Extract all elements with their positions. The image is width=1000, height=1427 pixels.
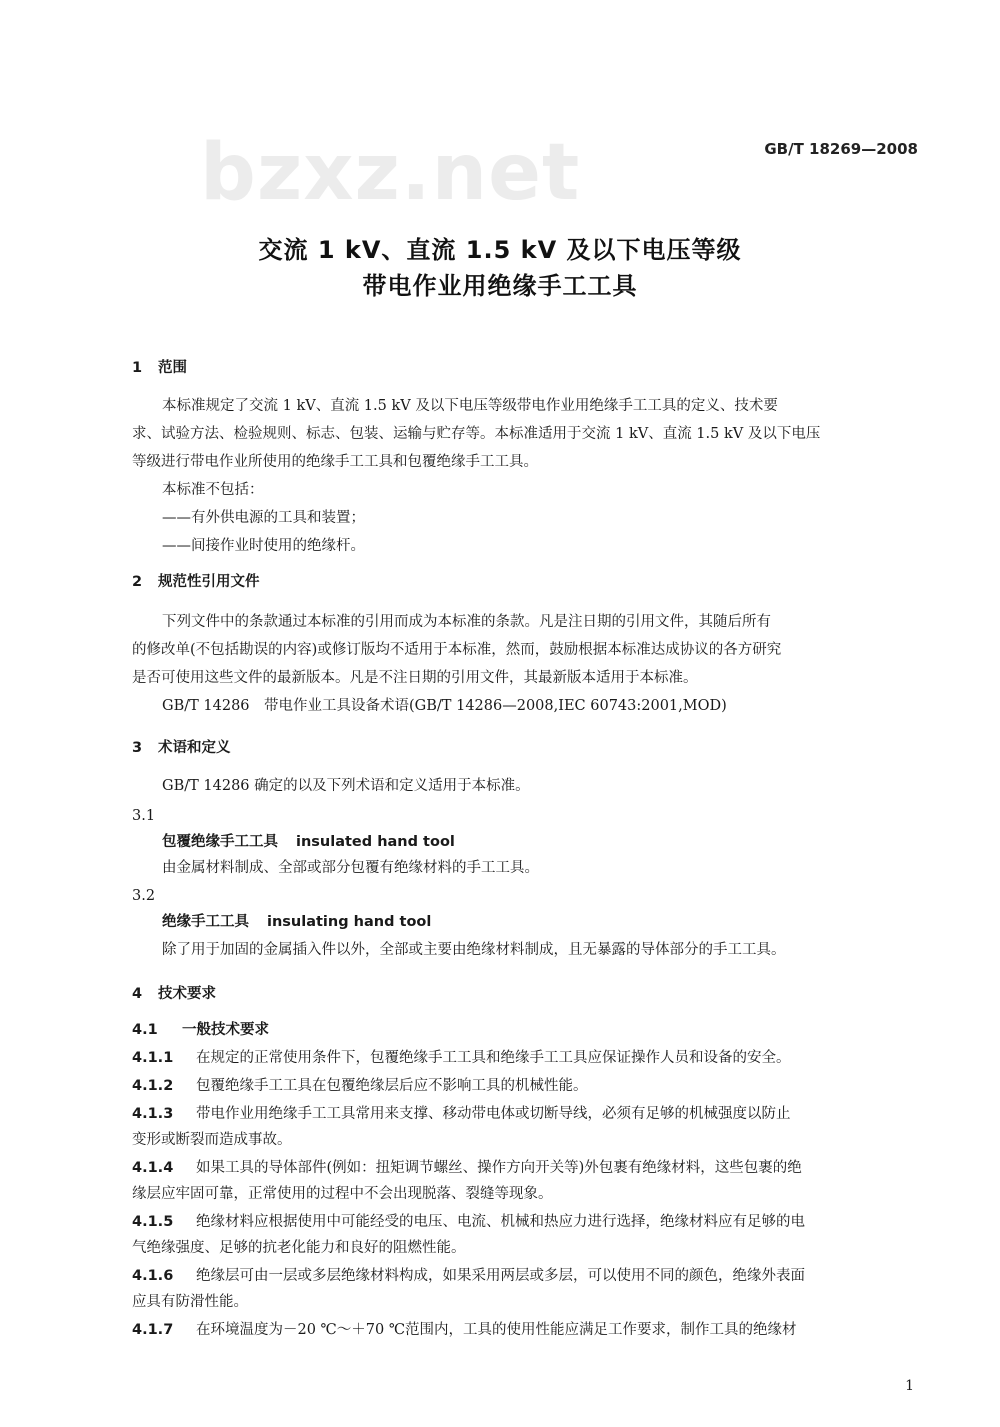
- clause-continuation: 变形或断裂而造成事故。: [132, 1132, 292, 1148]
- clause: [132, 1104, 922, 1124]
- paragraph-line: 下列文件中的条款通过本标准的引用而成为本标准的条款。凡是注日期的引用文件，其随后所有: [162, 614, 771, 630]
- section-number: 3: [132, 740, 143, 756]
- term-chinese: 绝缘手工工具: [162, 914, 249, 930]
- term-heading: [162, 912, 922, 932]
- normative-reference: GB/T 14286 带电作业工具设备术语(GB/T 14286—2008,IEC 60743:2001,MOD): [162, 698, 727, 714]
- paragraph-line: 求、试验方法、检验规则、标志、包装、运输与贮存等。本标准适用于交流 1 kV、直流 1.5 kV 及以下电压: [132, 426, 821, 442]
- paragraph-line: GB/T 14286 确定的以及下列术语和定义适用于本标准。: [162, 778, 530, 794]
- subsection-title: 一般技术要求: [182, 1022, 269, 1038]
- clause-text: 在规定的正常使用条件下，包覆绝缘手工工具和绝缘手工工具应保证操作人员和设备的安全。: [196, 1050, 791, 1066]
- clause-number: 4.1.3: [132, 1106, 174, 1122]
- term-number: 3.2: [132, 888, 156, 904]
- clause: [132, 1158, 922, 1178]
- standard-number: GB/T 18269—2008: [764, 140, 918, 158]
- section-1-heading: [132, 358, 922, 378]
- term-heading: [162, 832, 922, 852]
- clause-text: 包覆绝缘手工工具在包覆绝缘层后应不影响工具的机械性能。: [196, 1078, 588, 1094]
- paragraph-line: 等级进行带电作业所使用的绝缘手工工具和包覆绝缘手工工具。: [132, 454, 538, 470]
- section-2-heading: [132, 572, 922, 592]
- clause-continuation: 应具有防滑性能。: [132, 1294, 248, 1310]
- clause: [132, 1320, 922, 1340]
- section-title: 规范性引用文件: [158, 574, 260, 590]
- subsection-heading: [132, 1020, 922, 1040]
- title-line-2: 带电作业用绝缘手工工具: [362, 272, 638, 300]
- term-definition: 由金属材料制成、全部或部分包覆有绝缘材料的手工工具。: [162, 860, 539, 876]
- term-english: insulated hand tool: [296, 834, 455, 850]
- section-4-heading: [132, 984, 922, 1004]
- term-definition: 除了用于加固的金属插入件以外，全部或主要由绝缘材料制成，且无暴露的导体部分的手工工具。: [162, 942, 786, 958]
- term-number: 3.1: [132, 808, 156, 824]
- clause-continuation: 缘层应牢固可靠，正常使用的过程中不会出现脱落、裂缝等现象。: [132, 1186, 553, 1202]
- clause: [132, 1266, 922, 1286]
- clause: [132, 1076, 922, 1096]
- clause: [132, 1048, 922, 1068]
- section-number: 4: [132, 986, 143, 1002]
- clause-continuation: 气绝缘强度、足够的抗老化能力和良好的阻燃性能。: [132, 1240, 466, 1256]
- clause-text: 绝缘材料应根据使用中可能经受的电压、电流、机械和热应力进行选择，绝缘材料应有足够的电: [196, 1214, 805, 1230]
- clause-number: 4.1.5: [132, 1214, 174, 1230]
- term-chinese: 包覆绝缘手工工具: [162, 834, 278, 850]
- section-title: 术语和定义: [158, 740, 231, 756]
- section-number: 1: [132, 360, 143, 376]
- section-title: 技术要求: [158, 986, 216, 1002]
- paragraph-line: 的修改单(不包括勘误的内容)或修订版均不适用于本标准，然而，鼓励根据本标准达成协议的各方研究: [132, 642, 782, 658]
- page-number: 1: [905, 1378, 914, 1394]
- paragraph-line: 是否可使用这些文件的最新版本。凡是不注日期的引用文件，其最新版本适用于本标准。: [132, 670, 698, 686]
- paragraph-line: 本标准不包括：: [162, 482, 264, 498]
- clause-number: 4.1.7: [132, 1322, 174, 1338]
- clause: [132, 1212, 922, 1232]
- subsection-number: 4.1: [132, 1022, 158, 1038]
- watermark: bzxz.net: [200, 128, 581, 218]
- list-item: ——间接作业时使用的绝缘杆。: [162, 538, 365, 554]
- list-item: ——有外供电源的工具和装置；: [162, 510, 365, 526]
- section-number: 2: [132, 574, 143, 590]
- clause-text: 在环境温度为－20 ℃～＋70 ℃范围内，工具的使用性能应满足工作要求，制作工具的绝缘材: [196, 1322, 797, 1338]
- clause-number: 4.1.6: [132, 1268, 174, 1284]
- paragraph-line: 本标准规定了交流 1 kV、直流 1.5 kV 及以下电压等级带电作业用绝缘手工工具的定义、技术要: [162, 398, 778, 414]
- term-english: insulating hand tool: [267, 914, 432, 930]
- clause-number: 4.1.2: [132, 1078, 174, 1094]
- clause-text: 绝缘层可由一层或多层绝缘材料构成，如果采用两层或多层，可以使用不同的颜色，绝缘外表面: [196, 1268, 805, 1284]
- clause-number: 4.1.1: [132, 1050, 174, 1066]
- clause-number: 4.1.4: [132, 1160, 174, 1176]
- clause-text: 带电作业用绝缘手工工具常用来支撑、移动带电体或切断导线，必须有足够的机械强度以防止: [196, 1106, 791, 1122]
- section-title: 范围: [158, 360, 187, 376]
- clause-text: 如果工具的导体部件(例如：扭矩调节螺丝、操作方向开关等)外包裹有绝缘材料，这些包裹的绝: [196, 1160, 802, 1176]
- title-line-1: 交流 1 kV、直流 1.5 kV 及以下电压等级: [258, 236, 742, 264]
- section-3-heading: [132, 738, 922, 758]
